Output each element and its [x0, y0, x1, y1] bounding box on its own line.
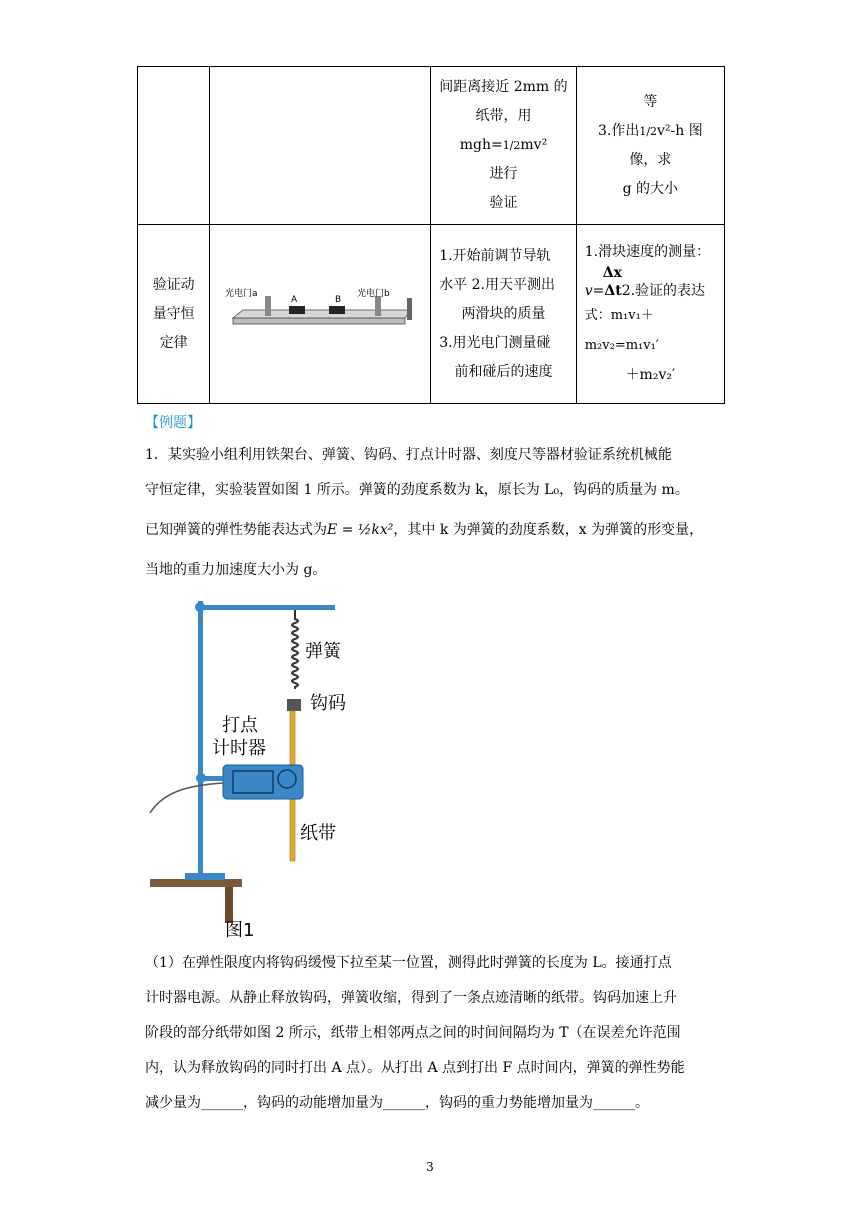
block-b-label: B [335, 295, 342, 306]
hook-mass [287, 699, 301, 711]
timer-label-line2: 计时器 [212, 738, 266, 759]
cell-text [585, 117, 716, 175]
stand-base [185, 873, 225, 880]
figure-caption: 图1 [225, 920, 255, 941]
cell-text [439, 102, 568, 160]
gate-b-label: 光电门b [357, 289, 390, 300]
fraction: 1/2 [502, 139, 521, 153]
cell-text-part: 3.作出 [597, 122, 640, 139]
stand-rod [198, 601, 203, 875]
cell-text-part: v²-h 图像，求 [629, 122, 703, 168]
timer-clamp [203, 776, 223, 781]
hook-mass-label: 钩码 [310, 693, 346, 714]
table-cell [138, 67, 210, 225]
cell-text: 水平 2.用天平测出 [439, 276, 555, 293]
gate-a-label: 光电门a [225, 289, 258, 300]
track-top [233, 310, 411, 318]
table-row [138, 67, 725, 225]
block-a-label: A [291, 295, 298, 306]
block-a [289, 306, 305, 314]
cell-text: 前和碰后的速度 [454, 363, 553, 380]
power-cord [150, 783, 223, 813]
table-cell [431, 225, 577, 404]
table-cell [210, 225, 431, 404]
table-cell [210, 67, 431, 225]
cell-text: ＋m₂v₂′ [625, 367, 676, 384]
figure-1 [145, 593, 365, 943]
cell-text: 间距离接近 2mm 的 [439, 79, 568, 96]
question-line: 内，认为释放钩码的同时打出 A 点）。从打出 A 点到打出 F 点时间内，弹簧的弹性势能 [145, 1060, 685, 1076]
cell-text: 定律 [159, 334, 188, 351]
problem-line [145, 515, 725, 545]
apparatus-diagram [145, 593, 365, 943]
table-leg [225, 887, 233, 923]
spring-label: 弹簧 [305, 641, 341, 662]
problem-line: 1．某实验小组利用铁架台、弹簧、钩码、打点计时器、刻度尺等器材验证系统机械能 [145, 447, 672, 463]
cell-text: 式：m₁v₁＋m₂v₂=m₁v₁′ [584, 308, 659, 354]
question-line: 阶段的部分纸带如图 2 所示，纸带上相邻两点之间的时间间隔均为 T（在误差允许范围 [145, 1025, 681, 1041]
fraction: 1/2 [639, 124, 658, 138]
formula: E = ½kx² [327, 522, 394, 538]
spring [292, 610, 298, 689]
example-tag: 【例题】 [145, 415, 201, 431]
question-line: （1）在弹性限度内将钩码缓慢下拉至某一位置，测得此时弹簧的长度为 L。接通打点 [145, 955, 672, 971]
cell-text: 等 [643, 93, 658, 110]
cell-text: 量守恒 [152, 305, 195, 322]
experiment-table [137, 66, 725, 404]
fraction-numerator: Δx [602, 265, 622, 282]
timer-disc [278, 770, 296, 788]
table-cell [431, 67, 577, 225]
cell-text: 1.滑块速度的测量： [584, 244, 711, 261]
track-end [407, 298, 412, 320]
tape-label: 纸带 [300, 823, 336, 844]
timer-label-line1: 打点 [222, 715, 258, 736]
text-part: ，其中 k 为弹簧的劲度系数，x 为弹簧的形变量， [393, 522, 704, 538]
question-line: 计时器电源。从静止释放钩码，弹簧收缩，得到了一条点迹清晰的纸带。钩码加速上升 [145, 990, 677, 1006]
problem-line: 当地的重力加速度大小为 g。 [145, 562, 327, 578]
cell-text: 验证 [489, 195, 518, 212]
problem-line: 守恒定律，实验装置如图 1 所示。弹簧的劲度系数为 k，原长为 L₀，钩码的质量为 m。 [145, 482, 689, 498]
cell-text: 1.开始前调节导轨 [439, 247, 551, 264]
table-row [138, 225, 725, 404]
block-b [329, 306, 345, 314]
table-cell [576, 67, 724, 225]
cell-text: 3.用光电门测量碰 [439, 334, 551, 351]
cell-text: 两滑块的质量 [461, 305, 546, 322]
gate-b-post [375, 296, 381, 316]
cell-text: 验证动 [152, 276, 195, 293]
cell-text-part: 2.验证的表达 [621, 283, 706, 300]
fraction-denominator: Δt [604, 283, 622, 300]
table-top [150, 879, 242, 887]
gate-a-post [265, 296, 271, 316]
cell-text: g 的大小 [622, 180, 679, 197]
clamp-mid [196, 773, 206, 783]
air-track-diagram [225, 282, 415, 342]
cell-text-part: mv² [520, 137, 548, 154]
stand-arm [200, 605, 335, 610]
table-cell [576, 225, 724, 404]
text-part: 已知弹簧的弹性势能表达式为 [145, 522, 327, 538]
table-cell [138, 225, 210, 404]
cell-text-part: v= [584, 283, 605, 300]
page-number: 3 [426, 1160, 434, 1174]
cell-text-part: 纸带，用 mgh= [459, 108, 532, 154]
air-track [233, 318, 405, 324]
question-line: 减少量为______，钩码的动能增加量为______，钩码的重力势能增加量为______。 [145, 1095, 649, 1111]
cell-text: 进行 [489, 166, 518, 183]
